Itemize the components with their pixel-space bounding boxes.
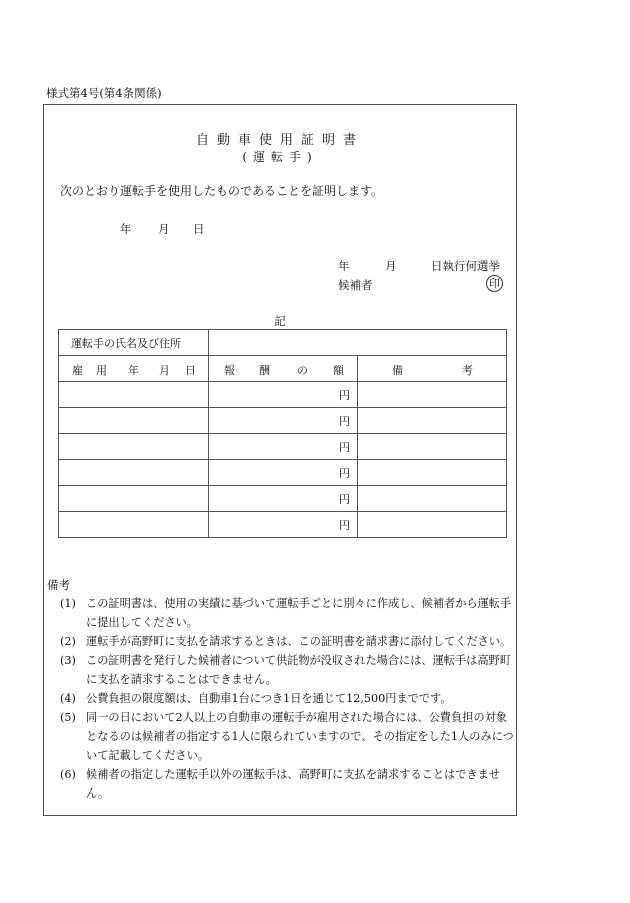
header-char: 酬 (259, 364, 270, 377)
header-char: 用 (96, 364, 107, 377)
date-year: 年 (120, 222, 132, 236)
remarks-cell[interactable] (358, 434, 507, 460)
notes-list (60, 594, 516, 803)
note-text: この証明書を発行した候補者について供託物が没収された場合には、運転手は高野町に支払を請求することはできません。 (86, 654, 511, 686)
name-address-row (59, 330, 507, 356)
header-char: の (297, 364, 308, 377)
election-month: 月 (385, 259, 397, 273)
header-char: 考 (462, 364, 473, 377)
remarks-cell[interactable] (358, 460, 507, 486)
driver-usage-table (58, 329, 507, 538)
header-remarks (358, 356, 507, 382)
note-number: (5) (60, 711, 76, 724)
remuneration-cell[interactable]: 円 (209, 486, 358, 512)
note-text: 公費負担の限度額は、自動車1台につき1日を通じて12,500円までです。 (86, 692, 452, 705)
note-text: この証明書は、使用の実績に基づいて運転手ごとに別々に作成し、候補者から運転手に提出してください。 (86, 597, 512, 629)
seal-mark: 印 (486, 275, 503, 292)
table-row (59, 460, 507, 486)
header-char: 報 (224, 364, 235, 377)
remuneration-cell[interactable]: 円 (209, 512, 358, 538)
name-address-field[interactable] (209, 330, 507, 356)
note-text: 運転手が高野町に支払を請求するときは、この証明書を請求書に添付してください。 (86, 635, 512, 648)
certification-statement: 次のとおり運転手を使用したものであることを証明します。 (60, 184, 384, 198)
note-item (60, 594, 516, 632)
table-row (59, 486, 507, 512)
election-name: 日執行何選挙 (431, 259, 500, 273)
header-char: 雇 (72, 364, 83, 377)
note-item (60, 765, 516, 803)
employment-date-cell[interactable] (59, 408, 209, 434)
note-item (60, 632, 516, 651)
date-day: 日 (193, 222, 205, 236)
header-char: 額 (333, 364, 344, 377)
table-header-row (59, 356, 507, 382)
remarks-cell[interactable] (358, 382, 507, 408)
header-char: 備 (392, 364, 403, 377)
header-char: 日 (185, 364, 196, 377)
name-address-label: 運転手の氏名及び住所 (59, 330, 209, 356)
remuneration-cell[interactable]: 円 (209, 460, 358, 486)
header-remuneration (209, 356, 358, 382)
document-title: 自動車使用証明書 (195, 133, 364, 148)
remuneration-cell[interactable]: 円 (209, 408, 358, 434)
remuneration-cell[interactable]: 円 (209, 382, 358, 408)
employment-date-cell[interactable] (59, 512, 209, 538)
document-subtitle: (運転手) (242, 150, 318, 164)
employment-date-cell[interactable] (59, 434, 209, 460)
employment-date-cell[interactable] (59, 382, 209, 408)
remarks-cell[interactable] (358, 486, 507, 512)
note-number: (4) (60, 692, 76, 705)
employment-date-cell[interactable] (59, 486, 209, 512)
remarks-cell[interactable] (358, 512, 507, 538)
date-month: 月 (158, 222, 170, 236)
note-item (60, 651, 516, 689)
note-number: (3) (60, 654, 76, 667)
header-employment-date (59, 356, 209, 382)
table-row (59, 434, 507, 460)
table-row (59, 382, 507, 408)
note-number: (6) (60, 768, 76, 781)
form-number-label: 様式第4号(第4条関係) (46, 86, 162, 100)
table-row (59, 408, 507, 434)
note-text: 同一の日において2人以上の自動車の運転手が雇用された場合には、公費負担の対象となるのは候補者の指定する1人に限られていますので、その指定をした1人のみについて記載してください。 (86, 711, 514, 762)
remarks-cell[interactable] (358, 408, 507, 434)
election-year: 年 (338, 259, 350, 273)
notes-title: 備考 (47, 578, 70, 592)
note-item (60, 708, 516, 765)
table-row (59, 512, 507, 538)
note-number: (2) (60, 635, 76, 648)
header-char: 月 (159, 364, 170, 377)
header-char: 年 (128, 364, 139, 377)
employment-date-cell[interactable] (59, 460, 209, 486)
candidate-label: 候補者 (338, 278, 373, 292)
note-item (60, 689, 516, 708)
note-number: (1) (60, 597, 76, 610)
ki-heading: 記 (274, 314, 286, 328)
note-text: 候補者の指定した運転手以外の運転手は、高野町に支払を請求することはできません。 (86, 768, 500, 800)
remuneration-cell[interactable]: 円 (209, 434, 358, 460)
